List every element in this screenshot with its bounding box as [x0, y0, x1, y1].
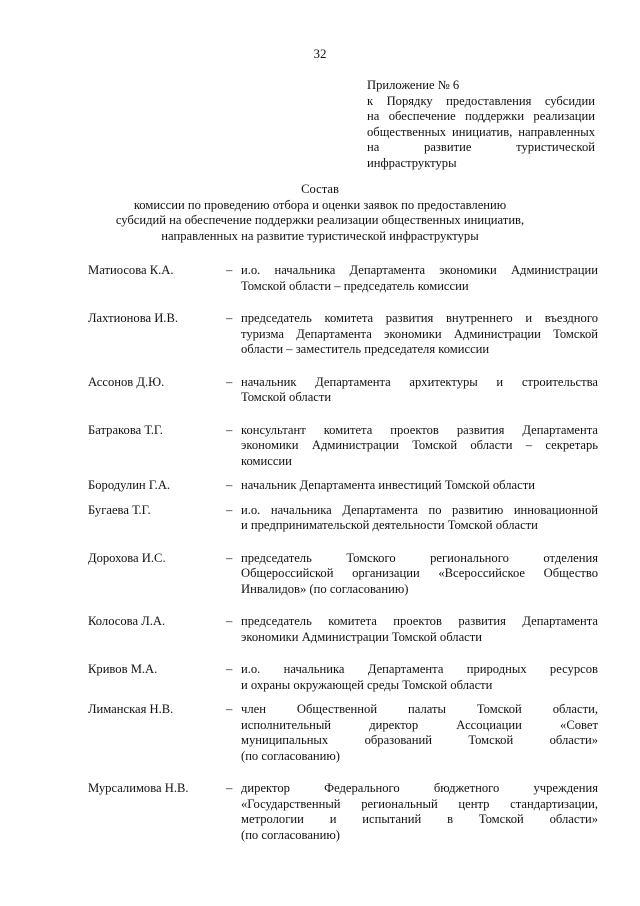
- member-role-line: консультант комитета проектов развития Департамента: [241, 422, 598, 437]
- member-role: [241, 614, 598, 645]
- member-dash: –: [226, 263, 233, 277]
- member-role: [241, 551, 598, 598]
- member-role-line: начальник Департамента инвестиций Томской области: [241, 478, 535, 492]
- member-role-line: и.о. начальника Департамента природных ресурсов: [241, 662, 598, 676]
- appendix-title: Приложение № 6: [367, 78, 460, 92]
- member-role: [241, 263, 598, 294]
- member-name: Бугаева Т.Г.: [88, 502, 151, 517]
- appendix-block: [367, 78, 595, 171]
- appendix-line: инфраструктуры: [367, 155, 457, 170]
- member-role-line: экономики Администрации Томской области – секретарь: [241, 438, 598, 452]
- member-name: Кривов М.А.: [88, 662, 158, 676]
- member-role-line: начальник Департамента архитектуры и строительства: [241, 374, 598, 389]
- commission-member: [88, 423, 598, 470]
- member-role-line: Общероссийской организации «Всероссийское Общество: [241, 566, 598, 580]
- commission-member: [88, 375, 598, 406]
- commission-member: [88, 702, 598, 764]
- member-role-line: Инвалидов» (по согласованию): [241, 581, 409, 596]
- member-role: [241, 503, 598, 534]
- member-role: [241, 662, 598, 693]
- member-role-line: председатель Томского регионального отделения: [241, 550, 598, 565]
- member-role-line: и.о. начальника Департамента экономики Администрации: [241, 263, 598, 277]
- member-role-line: (по согласованию): [241, 827, 341, 842]
- commission-member: [88, 662, 598, 693]
- member-role-line: член Общественной палаты Томской области,: [241, 702, 598, 716]
- member-role-line: и охраны окружающей среды Томской области: [241, 677, 493, 692]
- member-dash: –: [226, 702, 233, 716]
- member-dash: –: [226, 374, 233, 389]
- member-name: Лахтионова И.В.: [88, 311, 179, 325]
- heading-line: направленных на развитие туристической инфраструктуры: [161, 228, 479, 243]
- page-number: 32: [313, 46, 327, 61]
- member-role-line: (по согласованию): [241, 748, 341, 763]
- member-role: [241, 311, 598, 358]
- member-name: Батракова Т.Г.: [88, 422, 163, 437]
- member-name: Ассонов Д.Ю.: [88, 374, 165, 389]
- member-dash: –: [226, 311, 233, 325]
- document-heading: [0, 182, 640, 244]
- member-name: Матиосова К.А.: [88, 263, 174, 277]
- member-dash: –: [226, 781, 233, 795]
- commission-member: [88, 263, 598, 294]
- member-name: Лиманская Н.В.: [88, 702, 174, 716]
- commission-member: [88, 551, 598, 598]
- commission-member: [88, 614, 598, 645]
- member-dash: –: [226, 478, 233, 492]
- commission-member: [88, 503, 598, 534]
- member-dash: –: [226, 662, 233, 676]
- heading-title: Состав: [301, 182, 339, 196]
- heading-line: субсидий на обеспечение поддержки реализации общественных инициатив,: [115, 213, 525, 227]
- heading-line: комиссии по проведению отбора и оценки заявок по предоставлению: [133, 197, 507, 212]
- member-role-line: комиссии: [241, 453, 292, 468]
- member-name: Мурсалимова Н.В.: [88, 781, 189, 795]
- member-role-line: муниципальных образований Томской области»: [241, 733, 598, 747]
- member-role-line: метрологии и испытаний в Томской области»: [241, 812, 598, 826]
- member-role-line: и.о. начальника Департамента по развитию инновационной: [241, 502, 598, 517]
- member-role: [241, 478, 598, 494]
- member-dash: –: [226, 550, 233, 565]
- member-role-line: председатель комитета проектов развития Департамента: [241, 614, 598, 628]
- member-dash: –: [226, 422, 233, 437]
- appendix-line: на развитие туристической: [367, 140, 595, 154]
- member-role-line: экономики Администрации Томской области: [241, 629, 483, 644]
- member-role: [241, 375, 598, 406]
- commission-member: [88, 478, 598, 494]
- member-role: [241, 423, 598, 470]
- member-role-line: Томской области – председатель комиссии: [241, 278, 469, 293]
- member-role: [241, 702, 598, 764]
- member-name: Колосова Л.А.: [88, 614, 166, 628]
- member-role-line: и предпринимательской деятельности Томской области: [241, 518, 538, 532]
- member-role-line: «Государственный региональный центр стандартизации,: [241, 796, 598, 811]
- member-role-line: Томской области: [241, 390, 332, 404]
- appendix-line: к Порядку предоставления субсидии: [367, 93, 595, 108]
- member-name: Дорохова И.С.: [88, 550, 166, 565]
- member-name: Бородулин Г.А.: [88, 478, 171, 492]
- member-role-line: исполнительный директор Ассоциации «Совет: [241, 717, 598, 732]
- member-dash: –: [226, 614, 233, 628]
- appendix-line: на обеспечение поддержки реализации: [367, 109, 595, 123]
- member-dash: –: [226, 502, 233, 517]
- member-role-line: председатель комитета развития внутреннего и въездного: [241, 311, 598, 325]
- appendix-line: общественных инициатив, направленных: [367, 124, 595, 139]
- member-role: [241, 781, 598, 843]
- member-role-line: туризма Департамента экономики Администрации Томской: [241, 326, 598, 341]
- commission-members-list: [88, 263, 598, 843]
- member-role-line: директор Федерального бюджетного учреждения: [241, 781, 598, 795]
- member-role-line: области – заместитель председателя комиссии: [241, 342, 490, 356]
- commission-member: [88, 311, 598, 358]
- commission-member: [88, 781, 598, 843]
